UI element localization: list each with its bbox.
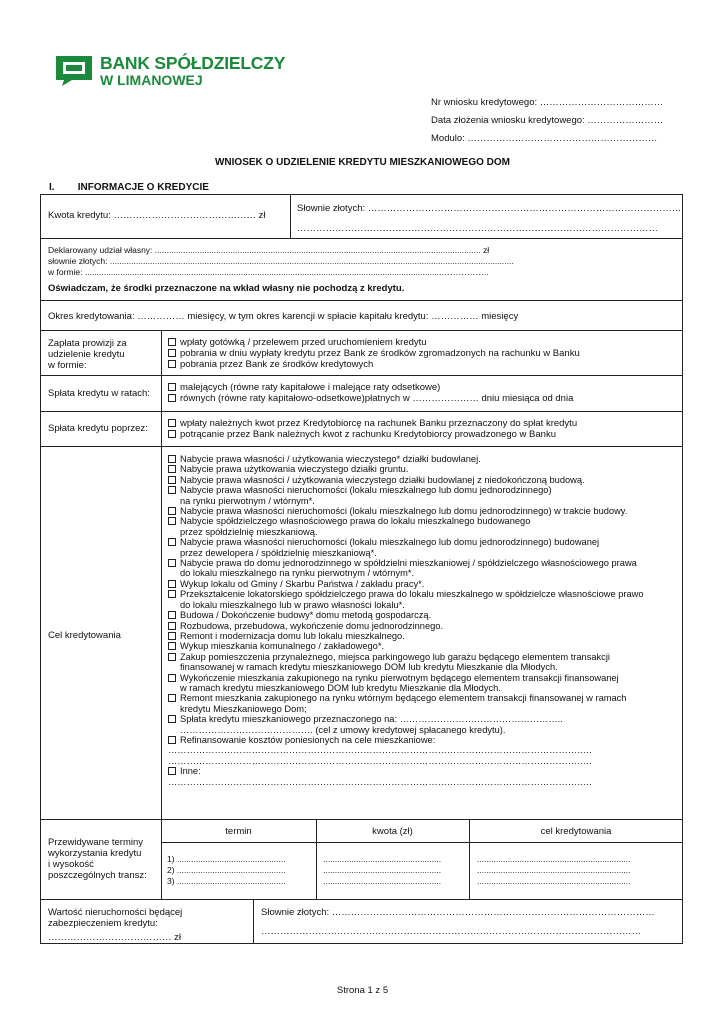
- commission-options: [168, 337, 580, 370]
- checkbox[interactable]: [168, 622, 176, 630]
- purpose-option[interactable]: [168, 516, 680, 526]
- document-title: WNIOSEK O UDZIELENIE KREDYTU MIESZKANIOWEGO DOM: [214, 157, 510, 168]
- checkbox[interactable]: [168, 767, 176, 775]
- purpose-option: [168, 777, 680, 787]
- checkbox[interactable]: [168, 430, 176, 438]
- checkbox[interactable]: [168, 653, 176, 661]
- divider: [161, 330, 162, 899]
- checkbox[interactable]: [168, 383, 176, 391]
- option-label: w ramach kredytu mieszkaniowego DOM lub kredytu Mieszkanie dla Młodych.: [180, 682, 501, 693]
- repayment-method-option[interactable]: [168, 429, 577, 440]
- purpose-option-cont: [168, 568, 680, 578]
- checkbox[interactable]: [168, 476, 176, 484]
- option-label: wpłaty gotówką / przelewem przed uruchomieniem kredytu: [180, 337, 427, 348]
- option-label: ………………………………………………………………………………………………………………………..: [168, 755, 592, 766]
- option-label: Nabycie prawa do domu jednorodzinnego w spółdzielni mieszkaniowej / spółdzielczego własnościowego prawa: [180, 558, 637, 569]
- purpose-option[interactable]: [168, 735, 680, 745]
- bank-logo-icon: [52, 52, 96, 88]
- section-number: I.: [49, 182, 55, 193]
- own-contribution-words[interactable]: słownie złotych: ...........................................................................................................................................................................: [48, 256, 514, 266]
- checkbox[interactable]: [168, 694, 176, 702]
- divider: [40, 819, 683, 820]
- purpose-option-cont: [168, 683, 680, 693]
- tranche-amount-field[interactable]: ..................................................: [323, 865, 442, 875]
- tranches-label: [48, 837, 147, 881]
- purpose-option: [168, 756, 680, 766]
- checkbox[interactable]: [168, 360, 176, 368]
- collateral-amount-field[interactable]: ………………………………… zł: [48, 932, 181, 943]
- commission-label-line: w formie:: [48, 360, 87, 371]
- purpose-option[interactable]: [168, 558, 680, 568]
- repayment-method-label: Spłata kredytu poprzez:: [48, 423, 148, 434]
- option-label: Nabycie prawa własności / użytkowania wieczystego działki budowlanej z niedokończoną budową.: [180, 474, 585, 485]
- tranche-terms: [167, 854, 286, 887]
- checkbox[interactable]: [168, 611, 176, 619]
- checkbox[interactable]: [168, 517, 176, 525]
- column-header-purpose: cel kredytowania: [540, 826, 612, 837]
- checkbox[interactable]: [168, 455, 176, 463]
- application-number: Nr wniosku kredytowego: …………………………………: [431, 97, 664, 108]
- option-label: do lokalu mieszkalnego na rynku pierwotnym / wtórnym*.: [180, 568, 415, 579]
- bank-logo: [52, 52, 292, 92]
- purpose-option-cont: [168, 662, 680, 672]
- commission-label-line: Zapłata prowizji za: [48, 338, 127, 349]
- tranche-term-field[interactable]: 1) ..............................................: [167, 854, 286, 864]
- option-label: Nabycie prawa użytkowania wieczystego działki gruntu.: [180, 464, 409, 475]
- divider: [40, 330, 683, 331]
- bank-name: BANK SPÓŁDZIELCZY: [100, 53, 286, 73]
- submission-date: Data złożenia wniosku kredytowego: ……………………: [431, 115, 664, 126]
- purpose-option[interactable]: [168, 454, 680, 464]
- option-label: przez dewelopera / spółdzielnię mieszkaniową*.: [180, 547, 377, 558]
- option-label: Nabycie prawa własności nieruchomości (lokalu mieszkalnego lub domu jednorodzinnego) w trakcie budowy.: [180, 506, 628, 517]
- own-contribution-amount[interactable]: Deklarowany udział własny: .......................................................................................................................................... zł: [48, 245, 490, 255]
- option-label: Budowa / Dokończenie budowy* domu metodą gospodarczą.: [180, 610, 432, 621]
- divider: [40, 300, 683, 301]
- option-label: ……………………………………. (cel z umowy kredytowej spłacanego kredytu).: [180, 724, 506, 735]
- checkbox[interactable]: [168, 715, 176, 723]
- option-label: równych (równe raty kapitałowo-odsetkowe)płatnych w ………………… dniu miesiąca od dnia: [180, 393, 574, 404]
- purpose-option[interactable]: [168, 579, 680, 589]
- option-label: Remont i modernizacja domu lub lokalu mieszkalnego.: [180, 630, 405, 641]
- purpose-option: [168, 745, 680, 755]
- option-label: Remont mieszkania zakupionego na rynku wtórnym będącego elementem transakcji finansowanej w ramach: [180, 693, 627, 704]
- option-label: Przekształcenie lokatorskiego spółdzielczego prawa do lokalu mieszkalnego w spółdzielcze własnościowe prawo: [180, 589, 644, 600]
- checkbox[interactable]: [168, 338, 176, 346]
- tranche-purpose-field[interactable]: .................................................................: [477, 876, 631, 886]
- divider: [253, 899, 254, 944]
- option-label: na rynku pierwotnym / wtórnym*.: [180, 495, 315, 506]
- purpose-option-cont: [168, 600, 680, 610]
- section-heading: [49, 182, 209, 193]
- commission-label: [48, 338, 127, 371]
- tranche-amount-field[interactable]: ..................................................: [323, 854, 442, 864]
- purpose-option[interactable]: [168, 631, 680, 641]
- option-label: Refinansowanie kosztów poniesionych na cele mieszkaniowe:: [180, 734, 436, 745]
- checkbox[interactable]: [168, 736, 176, 744]
- purpose-option[interactable]: [168, 537, 680, 547]
- commission-option[interactable]: [168, 359, 580, 370]
- option-label: do lokalu mieszkalnego lub w prawo własności lokalu*.: [180, 599, 405, 610]
- checkbox[interactable]: [168, 580, 176, 588]
- checkbox[interactable]: [168, 590, 176, 598]
- tranches-label-line: poszczególnych transz:: [48, 870, 147, 881]
- own-contribution-statement: Oświadczam, że środki przeznaczone na wkład własny nie pochodzą z kredytu.: [48, 283, 405, 294]
- option-label: finansowanej w ramach kredytu mieszkaniowego DOM lub kredytu Mieszkanie dla Młodych.: [180, 662, 558, 673]
- tranche-term-field[interactable]: 3) ..............................................: [167, 876, 286, 886]
- purpose-options: [168, 454, 680, 787]
- option-label: Nabycie prawa własności nieruchomości (lokalu mieszkalnego lub domu jednorodzinnego) budowanej: [180, 537, 600, 548]
- divider: [40, 446, 683, 447]
- option-label: wpłaty należnych kwot przez Kredytobiorcę na rachunek Banku przeznaczony do spłat kredytu: [180, 418, 578, 429]
- column-header-amount: kwota (zł): [372, 826, 413, 837]
- commission-label-line: udzielenie kredytu: [48, 349, 125, 360]
- option-label: pobrania w dniu wypłaty kredytu przez Bank ze środków zgromadzonych na rachunku w Banku: [180, 348, 580, 359]
- module-field: Modulo: ……………………………………………………: [431, 133, 658, 144]
- purpose-option[interactable]: [168, 485, 680, 495]
- collateral-label-line: zabezpieczeniem kredytu:: [48, 918, 158, 929]
- tranche-term-field[interactable]: 2) ..............................................: [167, 865, 286, 875]
- purpose-option[interactable]: [168, 652, 680, 662]
- divider: [290, 194, 291, 238]
- own-contribution-form[interactable]: w formie: .......................................................................................................................................................……………..: [48, 267, 489, 277]
- purpose-option[interactable]: [168, 693, 680, 703]
- option-label: Spłata kredytu mieszkaniowego przeznaczonego na: ……………………………………………..: [180, 714, 563, 725]
- tranche-amount-field[interactable]: ..................................................: [323, 876, 442, 886]
- tranches-label-line: Przewidywane terminy: [48, 837, 144, 848]
- option-label: Nabycie prawa własności / użytkowania wieczystego* działki budowlanej.: [180, 454, 481, 464]
- checkbox[interactable]: [168, 507, 176, 515]
- collateral-words[interactable]: Słownie złotych: …………………………………………………………………………………………: [261, 907, 655, 918]
- option-label: malejących (równe raty kapitałowe i malejące raty odsetkowe): [180, 382, 441, 393]
- divider: [40, 411, 683, 412]
- purpose-option-cont: [168, 496, 680, 506]
- repayment-option[interactable]: [168, 393, 573, 404]
- tranche-amounts: [323, 854, 441, 887]
- purpose-option-cont: [168, 527, 680, 537]
- page-number: Strona 1 z 5: [336, 985, 389, 996]
- checkbox[interactable]: [168, 642, 176, 650]
- purpose-option-cont: [168, 725, 680, 735]
- checkbox[interactable]: [168, 632, 176, 640]
- option-label: Inne:: [180, 766, 201, 777]
- option-label: Zakup pomieszczenia przynależnego, miejsca parkingowego lub garażu będącego elementem transakcji: [180, 651, 610, 662]
- purpose-option[interactable]: [168, 610, 680, 620]
- repayment-method-options: [168, 418, 577, 440]
- purpose-option[interactable]: [168, 714, 680, 724]
- purpose-option[interactable]: [168, 673, 680, 683]
- tranche-purpose-field[interactable]: .................................................................: [477, 865, 631, 875]
- checkbox[interactable]: [168, 538, 176, 546]
- option-label: pobrania przez Bank ze środków kredytowych: [180, 359, 374, 370]
- divider: [161, 842, 683, 843]
- purpose-option[interactable]: [168, 621, 680, 631]
- credit-period-field[interactable]: Okres kredytowania: …………… miesięcy, w tym okres karencji w spłacie kapitału kredytu: …………… miesięcy: [48, 311, 519, 322]
- purpose-option[interactable]: [168, 464, 680, 474]
- option-label: Wykup lokalu od Gminy / Skarbu Państwa / zakładu pracy*.: [180, 578, 425, 589]
- bank-city: W LIMANOWEJ: [100, 72, 203, 88]
- option-label: potrącanie przez Bank należnych kwot z rachunku Kredytobiorcy prowadzonego w Banku: [180, 429, 556, 440]
- checkbox[interactable]: [168, 349, 176, 357]
- collateral-words-cont[interactable]: …………………………………………………………………………………………………………: [261, 926, 641, 937]
- purpose-option[interactable]: [168, 589, 680, 599]
- loan-amount-field[interactable]: Kwota kredytu: ……………………………………… zł: [48, 210, 266, 221]
- tranche-purposes: [477, 854, 631, 887]
- repayment-label: Spłata kredytu w ratach:: [48, 388, 150, 399]
- checkbox[interactable]: [168, 394, 176, 402]
- purpose-label: Cel kredytowania: [48, 630, 121, 641]
- option-label: Wykup mieszkania komunalnego / zakładowego*.: [180, 641, 385, 652]
- tranches-label-line: wykorzystania kredytu: [48, 848, 142, 859]
- checkbox[interactable]: [168, 674, 176, 682]
- option-label: Rozbudowa, przebudowa, wykończenie domu jednorodzinnego.: [180, 620, 444, 631]
- option-label: Nabycie spółdzielczego własnościowego prawa do lokalu mieszkalnego budowanego: [180, 516, 531, 527]
- divider: [40, 375, 683, 376]
- section-label: INFORMACJE O KREDYCIE: [77, 182, 209, 193]
- repayment-option[interactable]: [168, 382, 573, 393]
- checkbox[interactable]: [168, 486, 176, 494]
- checkbox[interactable]: [168, 559, 176, 567]
- purpose-option[interactable]: [168, 766, 680, 776]
- purpose-option[interactable]: [168, 475, 680, 485]
- option-label: kredytu Mieszkaniowego Dom;: [180, 703, 307, 714]
- commission-option[interactable]: [168, 337, 580, 348]
- collateral-label-line: Wartość nieruchomości będącej: [48, 907, 183, 918]
- option-label: przez spółdzielnię mieszkaniową.: [180, 526, 318, 537]
- divider: [40, 899, 683, 900]
- checkbox[interactable]: [168, 465, 176, 473]
- commission-option[interactable]: [168, 348, 580, 359]
- purpose-option[interactable]: [168, 506, 680, 516]
- option-label: ………………………………………………………………………………………………………………………..: [168, 745, 592, 756]
- column-header-term: termin: [225, 826, 252, 837]
- repayment-options: [168, 382, 573, 404]
- tranche-purpose-field[interactable]: .................................................................: [477, 854, 631, 864]
- loan-amount-words-cont[interactable]: ……………………………………………………………………………………………………: [297, 223, 658, 234]
- loan-amount-words[interactable]: Słownie złotych: ………………………………………………………………………………………: [297, 203, 682, 214]
- option-label: Wykończenie mieszkania zakupionego na rynku pierwotnym będącego elementem transakcji finansowanej: [180, 672, 619, 683]
- repayment-method-option[interactable]: [168, 418, 577, 429]
- purpose-option-cont: [168, 548, 680, 558]
- purpose-option-cont: [168, 704, 680, 714]
- checkbox[interactable]: [168, 419, 176, 427]
- option-label: Nabycie prawa własności nieruchomości (lokalu mieszkalnego lub domu jednorodzinnego): [180, 485, 552, 496]
- divider: [40, 238, 683, 239]
- collateral-label: [48, 907, 182, 929]
- purpose-option[interactable]: [168, 641, 680, 651]
- tranches-label-line: i wysokość: [48, 859, 94, 870]
- option-label: ………………………………………………………………………………………………………………………..: [168, 776, 592, 787]
